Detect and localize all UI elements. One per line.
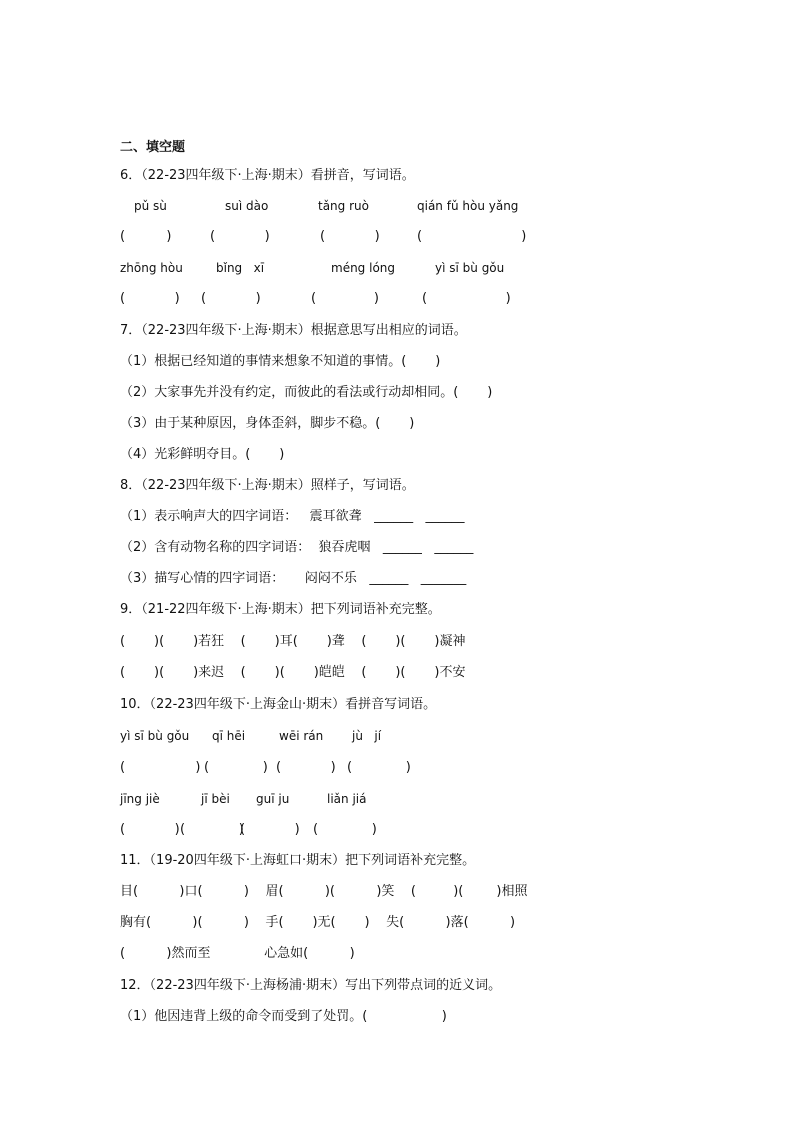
q6-blank[interactable]: ( ): [311, 291, 379, 306]
q6-blank[interactable]: ( ): [210, 229, 270, 244]
q10-blank[interactable]: ( ): [204, 760, 268, 775]
q6-blank[interactable]: ( ): [417, 229, 527, 244]
q12-stem: 12．（22-23四年级下·上海杨浦·期末）写出下列带点词的近义词。: [120, 978, 502, 993]
q11-row: 目( )口( ) 眉( )( )笑 ( )( )相照: [120, 884, 528, 899]
q11-stem: 11．（19-20四年级下·上海虹口·期末）把下列词语补充完整。: [120, 853, 476, 868]
q8-item: （1）表示响声大的四字词语： 震耳欲聋 ______ ______: [120, 509, 465, 524]
q6-pinyin: bǐng xī: [216, 261, 265, 275]
q7-item: （1）根据已经知道的事情来想象不知道的事情。( ): [120, 354, 441, 369]
q7-item: （4）光彩鲜明夺目。( ): [120, 447, 285, 462]
q10-pinyin: jī bèi: [201, 792, 230, 806]
q10-blank[interactable]: ( ): [180, 822, 244, 837]
q10-blank[interactable]: ( ): [276, 760, 336, 775]
q10-stem: 10．（22-23四年级下·上海金山·期末）看拼音写词语。: [120, 697, 437, 712]
q10-pinyin: jīng jiè: [120, 792, 160, 806]
q6-pinyin: suì dào: [225, 199, 269, 213]
q6-pinyin: zhōng hòu: [120, 261, 183, 275]
q10-blank[interactable]: ( ): [120, 822, 180, 837]
q10-pinyin: guī ju: [256, 792, 290, 806]
q9-row: ( )( )来迟 ( )( )皑皑 ( )( )不安: [120, 665, 466, 680]
q10-pinyin: liǎn jiá: [327, 792, 367, 806]
q10-pinyin: yì sī bù gǒu: [120, 729, 190, 743]
q6-pinyin: tǎng ruò: [318, 199, 369, 213]
q6-pinyin: yì sī bù gǒu: [435, 261, 505, 275]
q6-pinyin: pǔ sù: [134, 199, 167, 213]
q7-stem: 7．（22-23四年级下·上海·期末）根据意思写出相应的词语。: [120, 323, 467, 338]
q7-item: （3）由于某种原因，身体歪斜，脚步不稳。( ): [120, 416, 415, 431]
q6-pinyin: méng lóng: [331, 261, 396, 275]
q6-blank[interactable]: ( ): [422, 291, 511, 306]
q6-pinyin: qián fǔ hòu yǎng: [417, 199, 519, 213]
q7-item: （2）大家事先并没有约定，而彼此的看法或行动却相同。( ): [120, 385, 493, 400]
q8-item: （2）含有动物名称的四字词语： 狼吞虎咽 ______ ______: [120, 540, 474, 555]
q6-blank[interactable]: ( ): [320, 229, 380, 244]
section-title: 二、填空题: [120, 140, 186, 155]
q9-stem: 9．（21-22四年级下·上海·期末）把下列词语补充完整。: [120, 602, 441, 617]
q10-blank[interactable]: ( ): [347, 760, 411, 775]
q11-row: ( )然而至 心急如( ): [120, 946, 355, 961]
q9-row: ( )( )若狂 ( )耳( )聋 ( )( )凝神: [120, 634, 466, 649]
q11-row: 胸有( )( ) 手( )无( ) 失( )落( ): [120, 915, 516, 930]
q10-blank[interactable]: ( ): [313, 822, 377, 837]
q6-blank[interactable]: ( ): [120, 291, 180, 306]
q10-blank[interactable]: ( ): [120, 760, 201, 775]
q6-stem: 6．（22-23四年级下·上海·期末）看拼音，写词语。: [120, 168, 415, 183]
q10-blank[interactable]: ( ): [240, 822, 300, 837]
q6-blank[interactable]: ( ): [201, 291, 261, 306]
q10-pinyin: wēi rán: [279, 729, 324, 743]
q8-item: （3）描写心情的四字词语： 闷闷不乐 ______ _______: [120, 571, 467, 586]
q8-stem: 8．（22-23四年级下·上海·期末）照样子，写词语。: [120, 478, 415, 493]
q12-item: （1）他因违背上级的命令而受到了处罚。( ): [120, 1009, 447, 1024]
q6-blank[interactable]: ( ): [120, 229, 172, 244]
q10-pinyin: jù jí: [352, 729, 382, 743]
q10-pinyin: qī hēi: [212, 729, 246, 743]
